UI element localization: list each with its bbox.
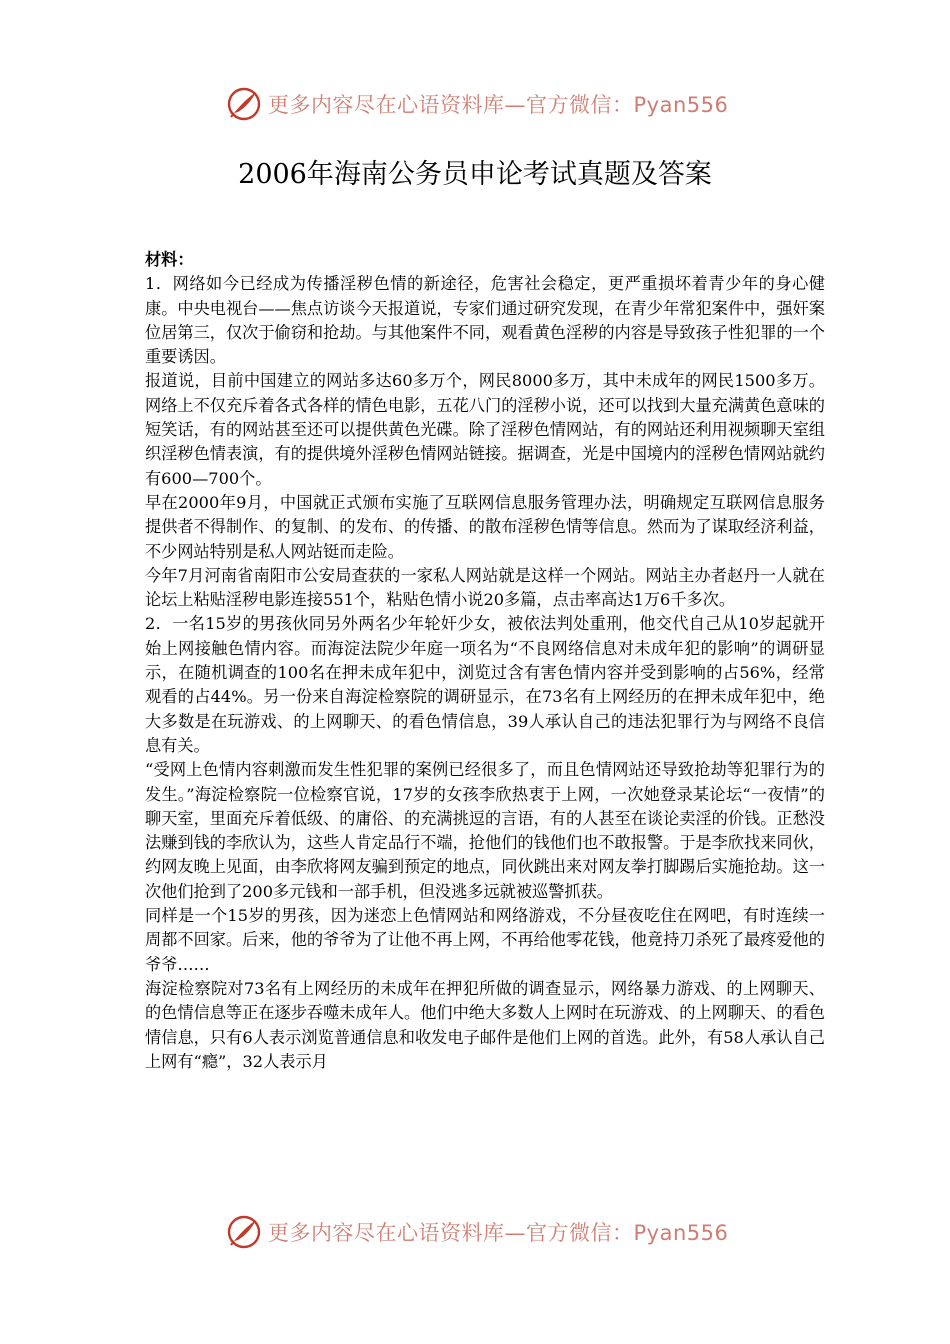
page-title: 2006年海南公务员申论考试真题及答案 <box>238 159 712 190</box>
section-label: 材料： <box>145 250 194 269</box>
quill-logo-icon <box>226 1214 262 1250</box>
paragraph: “受网上色情内容刺激而发生性犯罪的案例已经很多了，而且色情网站还导致抢劫等犯罪行为的发生。”海淀检察院一位检察官说，17岁的女孩李欣热衷于上网，一次她登录某论坛“一夜情”的聊天室，里面充斥着低级、的庸俗、的充满挑逗的言语，有的人甚至在谈论卖淫的价钱。正愁没法赚到钱的李欣认为，这些人肯定品行不端，抢他们的钱他们也不敢报警。于是李欣找来同伙，约网友晚上见面，由李欣将网友骗到预定的地点，同伙跳出来对网友拳打脚踢后实施抢劫。这一次他们抢到了200多元钱和一部手机，但没逃多远就被巡警抓获。 <box>145 760 825 901</box>
paragraph: 1．网络如今已经成为传播淫秽色情的新途径，危害社会稳定，更严重损坏着青少年的身心健康。中央电视台——焦点访谈今天报道说，专家们通过研究发现，在青少年常犯案件中，强奸案位居第三，仅次于偷窃和抢劫。与其他案件不同，观看黄色淫秽的内容是导致孩子性犯罪的一个重要诱因。 <box>145 274 825 367</box>
footer-watermark-banner <box>226 1212 729 1252</box>
quill-logo-icon <box>226 86 262 122</box>
paragraph: 2．一名15岁的男孩伙同另外两名少年轮奸少女，被依法判处重刑，他交代自己从10岁起就开始上网接触色情内容。而海淀法院少年庭一项名为“不良网络信息对未成年犯的影响”的调研显示，在随机调查的100名在押未成年犯中，浏览过含有害色情内容并受到影响的占56%，经常观看的占44%。另一份来自海淀检察院的调研显示，在73名有上网经历的在押未成年犯中，绝大多数是在玩游戏、的上网聊天、的看色情信息，39人承认自己的违法犯罪行为与网络不良信息有关。 <box>145 614 825 755</box>
paragraph: 同样是一个15岁的男孩，因为迷恋上色情网站和网络游戏，不分昼夜吃住在网吧，有时连续一周都不回家。后来，他的爷爷为了让他不再上网，不再给他零花钱，他竟持刀杀死了最疼爱他的爷爷…… <box>145 906 825 974</box>
paragraph: 海淀检察院对73名有上网经历的未成年在押犯所做的调查显示，网络暴力游戏、的上网聊天、的色情信息等正在逐步吞噬未成年人。他们中绝大多数人上网时在玩游戏、的上网聊天、的看色情信息，只有6人表示浏览普通信息和收发电子邮件是他们上网的首选。此外，有58人承认自己上网有“瘾”，32人表示月 <box>145 978 825 1071</box>
watermark-text: 更多内容尽在心语资料库—官方微信：Pyan556 <box>268 1221 729 1245</box>
header-watermark-banner <box>226 84 729 124</box>
paragraph: 报道说，目前中国建立的网站多达60多万个，网民8000多万，其中未成年的网民1500多万。网络上不仅充斥着各式各样的情色电影，五花八门的淫秽小说，还可以找到大量充满黄色意味的短笑话，有的网站甚至还可以提供黄色光碟。除了淫秽色情网站，有的网站还利用视频聊天室组织淫秽色情表演，有的提供境外淫秽色情网站链接。据调查，光是中国境内的淫秽色情网站就约有600—700个。 <box>145 371 825 488</box>
paragraph: 早在2000年9月，中国就正式颁布实施了互联网信息服务管理办法，明确规定互联网信息服务提供者不得制作、的复制、的发布、的传播、的散布淫秽色情等信息。然而为了谋取经济利益，不少网站特别是私人网站铤而走险。 <box>145 492 825 561</box>
paragraph: 今年7月河南省南阳市公安局查获的一家私人网站就是这样一个网站。网站主办者赵丹一人就在论坛上粘贴淫秽电影连接551个，粘贴色情小说20多篇，点击率高达1万6千多次。 <box>145 565 825 610</box>
document-body <box>145 248 825 1074</box>
watermark-text: 更多内容尽在心语资料库—官方微信：Pyan556 <box>268 93 729 117</box>
